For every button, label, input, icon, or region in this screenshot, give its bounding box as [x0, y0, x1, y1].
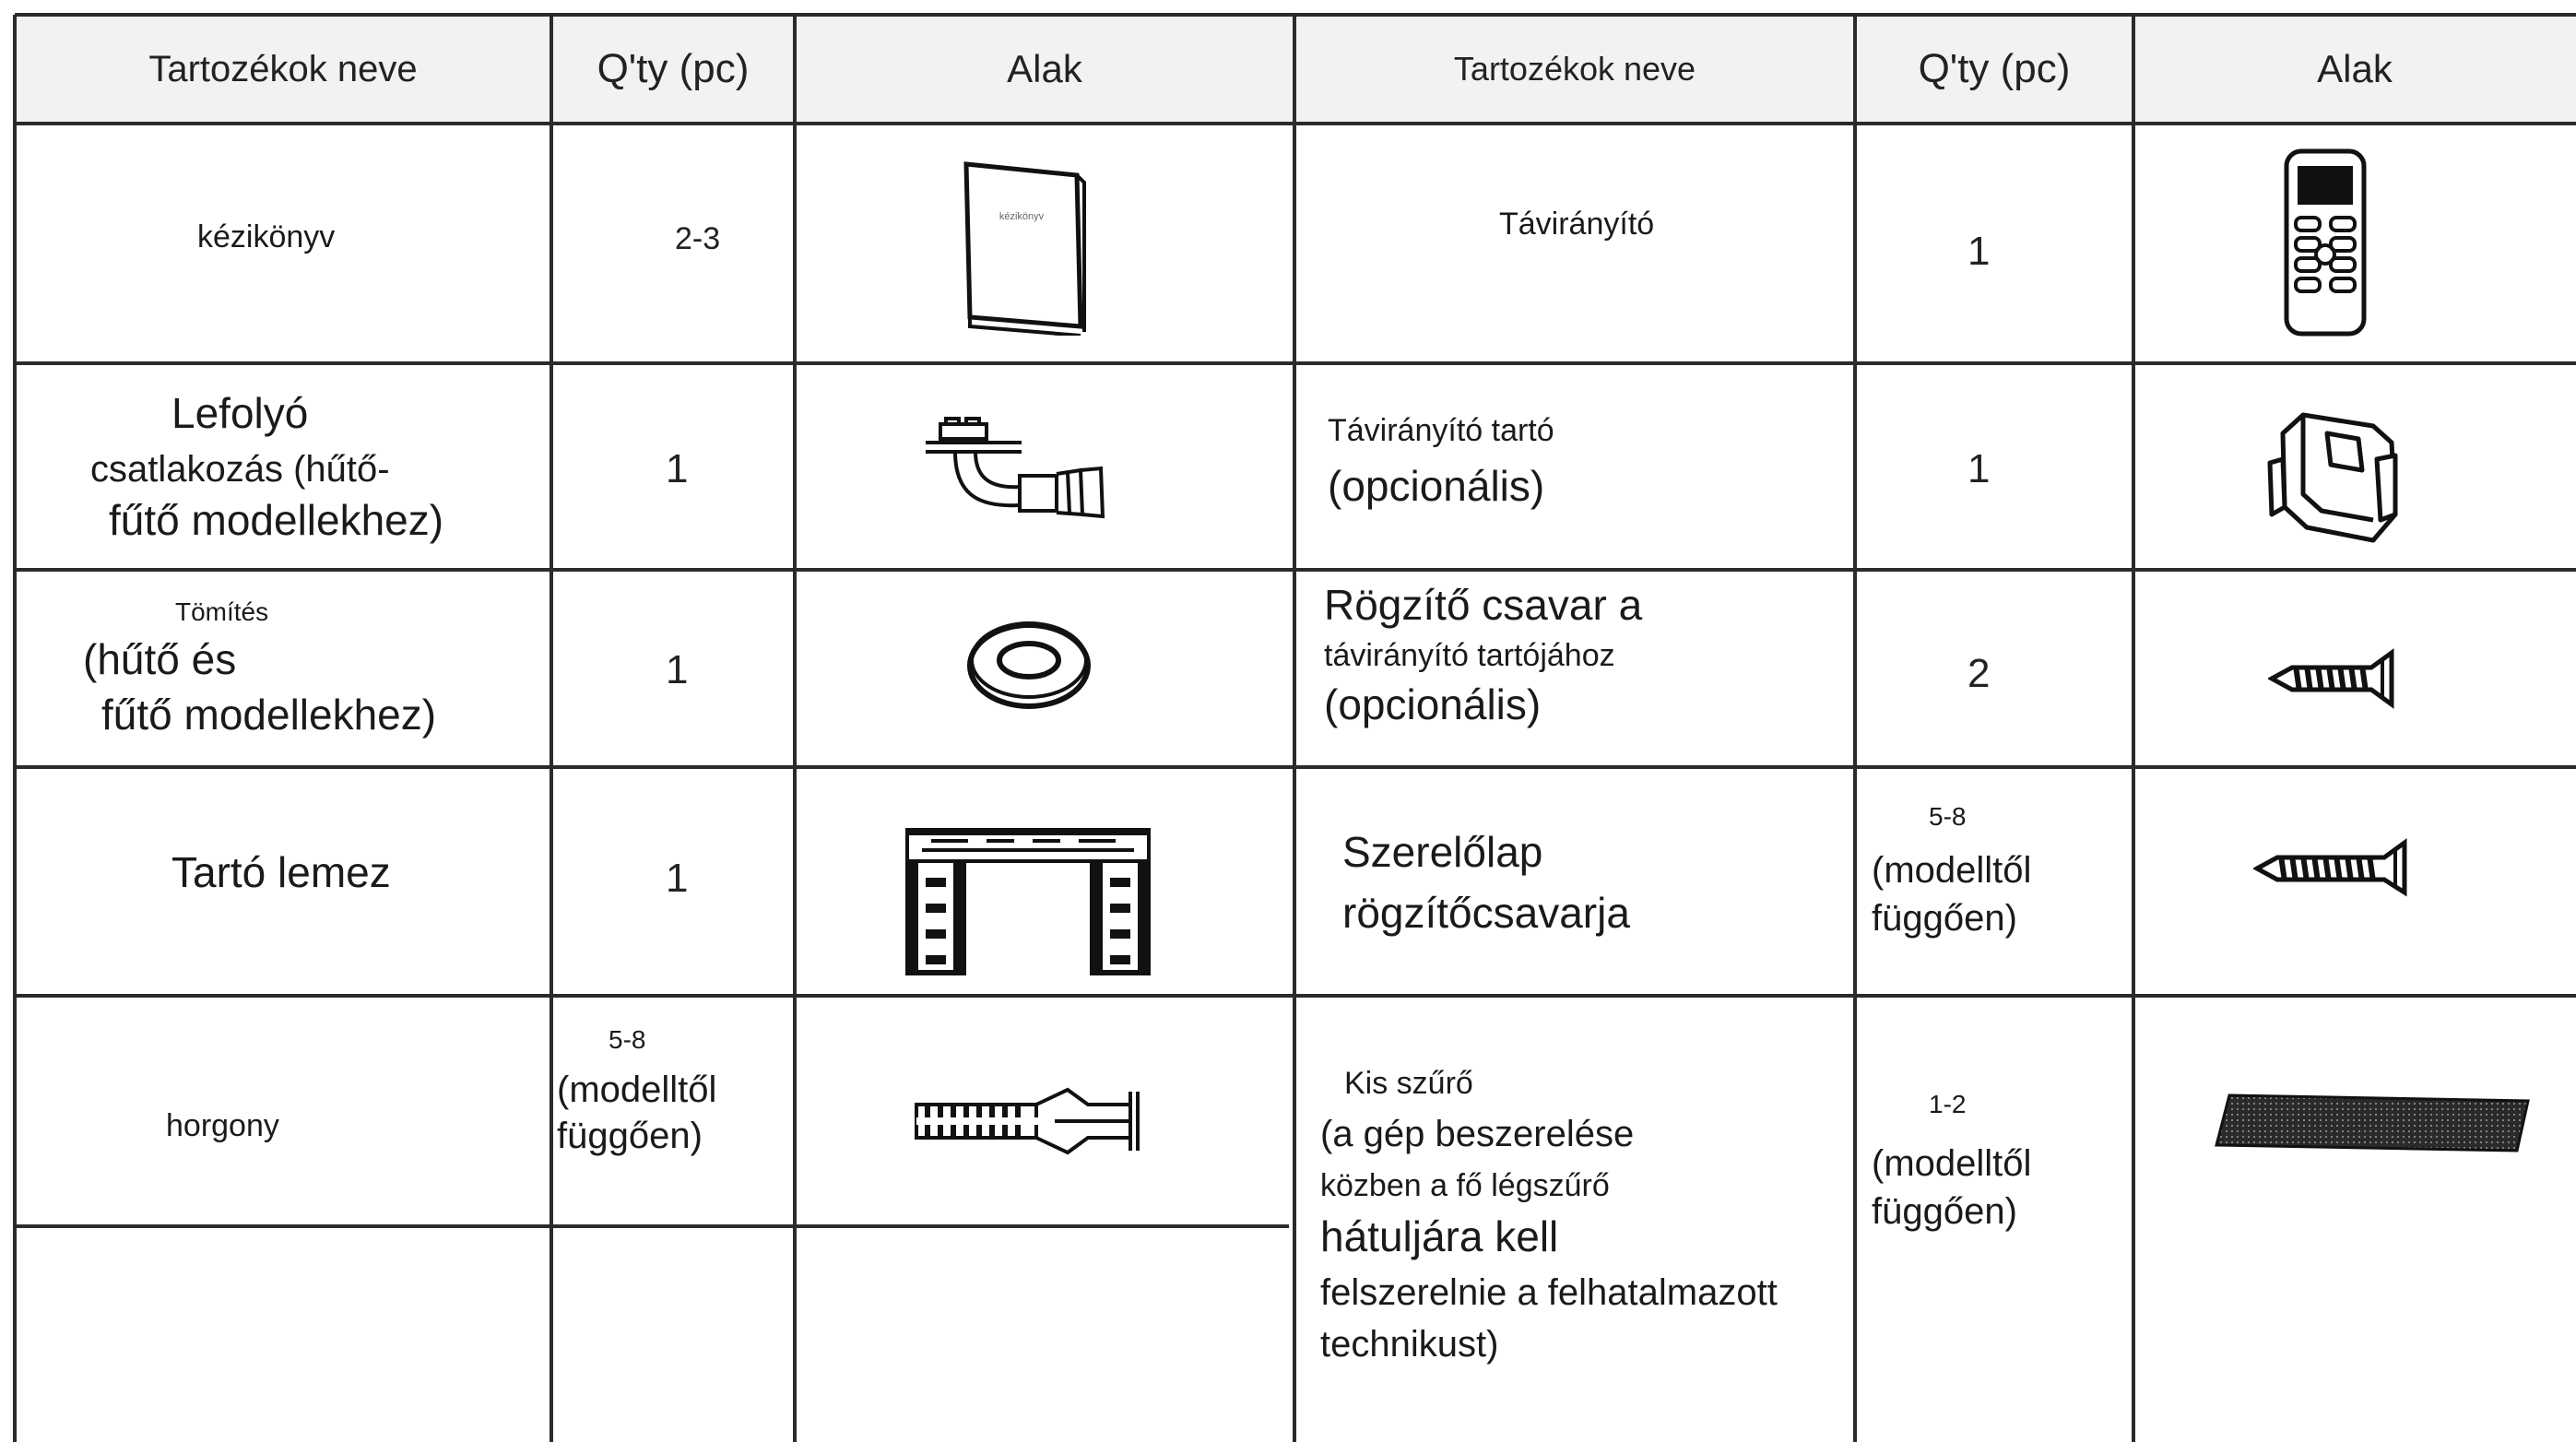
row5-left-name-line: horgony: [166, 1108, 279, 1143]
row3-right-qty: 2: [1967, 651, 1991, 696]
row5-right-name-line2: (a gép beszerelése: [1320, 1113, 1635, 1154]
row1-left-name-line: kézikönyv: [197, 219, 336, 254]
row1-left-name: [197, 218, 335, 257]
row5-left-name: [166, 1106, 279, 1146]
row5-right-name-line4: hátuljára kell: [1320, 1212, 1559, 1260]
mounting-plate-icon: [904, 822, 1152, 984]
row3-right-name-line2: távirányító tartójához: [1324, 637, 1615, 673]
row4-left-qty: 1: [666, 856, 689, 901]
row2-left-qty: 1: [666, 446, 689, 491]
row3-left-name: [83, 596, 436, 741]
row5-right-name: [1320, 1064, 1778, 1367]
row2-right-qty: 1: [1967, 446, 1991, 491]
small-filter-icon: [2213, 1090, 2532, 1161]
header-name-right: Tartozékok neve: [1453, 50, 1696, 88]
row5-right-qty-line3: függően): [1872, 1191, 2017, 1232]
header-qty-left: Q'ty (pc): [597, 46, 750, 91]
manual-booklet-icon: [959, 155, 1088, 340]
row1-right-name-line: Távirányító: [1499, 207, 1655, 242]
row5-right-qty-line2: (modelltől: [1872, 1143, 2032, 1184]
remote-control-icon: [2283, 148, 2368, 342]
row2-left-name: [90, 387, 443, 547]
row5-right-name-line1: Kis szűrő: [1344, 1066, 1473, 1101]
fixing-screw-icon: [2268, 645, 2395, 716]
seal-ring-icon: [964, 616, 1093, 716]
row3-left-name-line1: Tömítés: [175, 597, 269, 626]
row5-right-name-line5: felszerelnie a felhatalmazott: [1320, 1271, 1778, 1313]
anchor-icon: [913, 1084, 1149, 1163]
drain-joint-icon: [918, 415, 1112, 530]
row5-left-qty-line2: (modelltől: [557, 1070, 717, 1110]
row4-right-qty: [1872, 800, 2031, 941]
remote-holder-icon: [2263, 406, 2401, 549]
row2-right-name-line1: Távirányító tartó: [1328, 413, 1554, 448]
row4-right-qty-line2: (modelltől: [1872, 850, 2032, 891]
row4-right-name-line2: rögzítőcsavarja: [1342, 888, 1630, 937]
row5-right-qty: [1872, 1088, 2031, 1235]
row3-left-qty: 1: [666, 647, 689, 692]
row3-right-name-line1: Rögzítő csavar a: [1324, 581, 1643, 629]
row2-left-name-line2: csatlakozás (hűtő-: [90, 448, 390, 490]
row3-right-name: [1324, 579, 1642, 732]
row3-right-name-line3: (opcionális): [1324, 680, 1542, 728]
row3-left-name-line3: fűtő modellekhez): [101, 690, 437, 739]
row4-right-qty-line3: függően): [1872, 898, 2017, 939]
row2-left-name-line1: Lefolyó: [171, 389, 309, 437]
header-qty-right: Q'ty (pc): [1918, 46, 2071, 91]
row5-left-qty-line3: függően): [557, 1116, 703, 1156]
row5-right-qty-line1: 1-2: [1929, 1090, 1967, 1118]
row4-right-name: [1342, 826, 1630, 940]
header-shape-left: Alak: [1007, 47, 1082, 90]
row5-left-qty-line1: 5-8: [609, 1025, 646, 1054]
row1-right-qty: 1: [1967, 229, 1991, 274]
row5-right-name-line6: technikust): [1320, 1323, 1499, 1365]
row3-left-name-line2: (hűtő és: [83, 635, 237, 683]
row4-right-qty-line1: 5-8: [1929, 802, 1967, 831]
tapping-screw-icon: [2253, 837, 2410, 903]
row5-right-name-line3: közben a fő légszűrő: [1320, 1167, 1610, 1203]
row4-left-name: [171, 846, 391, 900]
row4-right-name-line1: Szerelőlap: [1342, 828, 1543, 876]
booklet-cover-label: kézikönyv: [998, 211, 1045, 222]
row4-left-name-line: Tartó lemez: [171, 848, 391, 896]
row2-right-name: [1328, 411, 1554, 513]
row2-right-name-line2: (opcionális): [1328, 461, 1545, 510]
header-shape-right: Alak: [2317, 47, 2393, 90]
header-name-left: Tartozékok neve: [148, 48, 418, 89]
row1-left-qty: 2-3: [675, 221, 721, 256]
row1-right-name: [1499, 205, 1654, 244]
row5-left-qty: [557, 1023, 716, 1159]
row2-left-name-line3: fűtő modellekhez): [109, 495, 444, 544]
